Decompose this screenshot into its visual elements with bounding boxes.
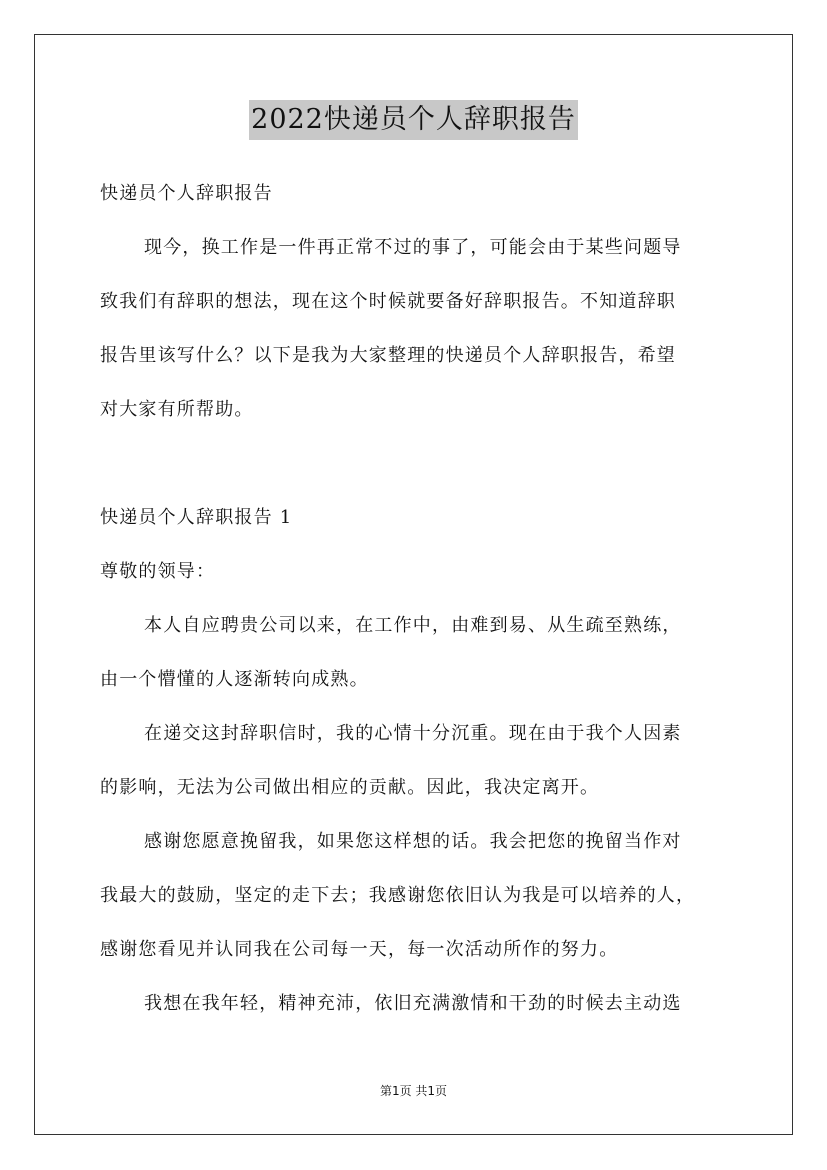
paragraph-line: 的影响，无法为公司做出相应的贡献。因此，我决定离开。 <box>100 777 600 798</box>
page-footer: 第1页 共1页 <box>379 1084 448 1098</box>
section-heading-intro: 快递员个人辞职报告 <box>100 183 273 204</box>
paragraph-line: 我想在我年轻，精神充沛，依旧充满激情和干劲的时候去主动选 <box>144 993 682 1014</box>
paragraph-line: 对大家有所帮助。 <box>100 399 254 420</box>
title-container <box>0 100 827 140</box>
paragraph-line: 报告里该写什么？以下是我为大家整理的快递员个人辞职报告，希望 <box>100 345 676 366</box>
paragraph-line: 我最大的鼓励，坚定的走下去；我感谢您依旧认为我是可以培养的人， <box>100 885 696 906</box>
paragraph-line: 感谢您愿意挽留我，如果您这样想的话。我会把您的挽留当作对 <box>144 831 682 852</box>
paragraph-line: 感谢您看见并认同我在公司每一天，每一次活动所作的努力。 <box>100 939 619 960</box>
salutation: 尊敬的领导： <box>100 561 216 582</box>
paragraph-line: 本人自应聘贵公司以来，在工作中，由难到易、从生疏至熟练， <box>144 615 682 636</box>
section-heading-1: 快递员个人辞职报告 1 <box>100 507 293 528</box>
paragraph-line: 由一个懵懂的人逐渐转向成熟。 <box>100 669 369 690</box>
document-title: 2022快递员个人辞职报告 <box>249 100 578 140</box>
paragraph-line: 现今，换工作是一件再正常不过的事了，可能会由于某些问题导 <box>144 237 682 258</box>
paragraph-line: 致我们有辞职的想法，现在这个时候就要备好辞职报告。不知道辞职 <box>100 291 676 312</box>
paragraph-line: 在递交这封辞职信时，我的心情十分沉重。现在由于我个人因素 <box>144 723 682 744</box>
